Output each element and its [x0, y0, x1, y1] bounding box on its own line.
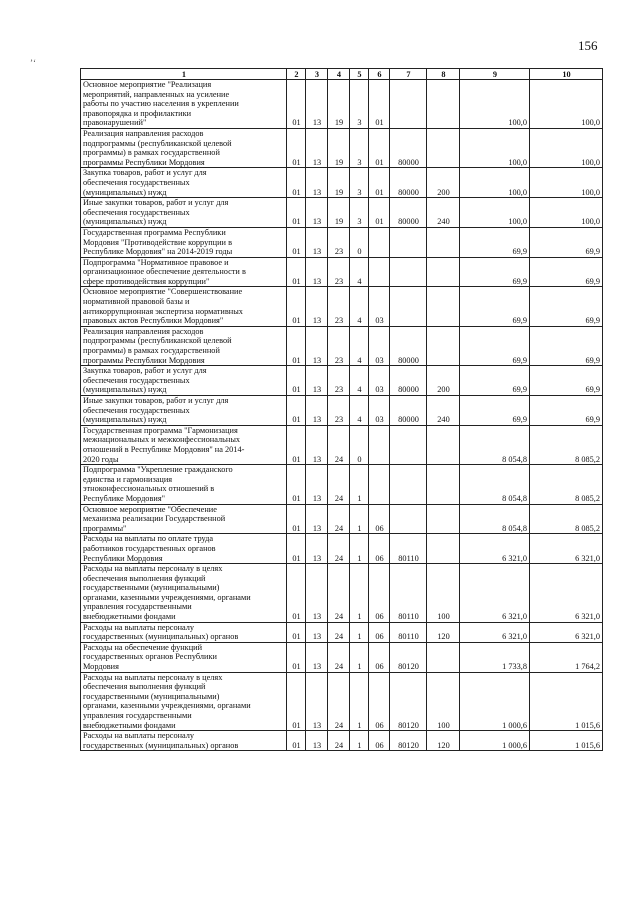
- amount-2019: 1 764,2: [530, 642, 603, 672]
- table-row: [81, 80, 603, 129]
- amount-2018: 8 054,8: [460, 504, 530, 534]
- description-line: внебюджетными фондами: [83, 612, 176, 622]
- activity-code: [369, 425, 390, 464]
- subsection-code: 13: [306, 534, 328, 564]
- subprogram-code: 1: [350, 504, 369, 534]
- table-row: [81, 672, 603, 731]
- subprogram-code: 1: [350, 564, 369, 623]
- direction-code: 80110: [390, 622, 427, 642]
- expense-type-code: [427, 80, 460, 129]
- description-line: Расходы на выплаты персоналу в целях: [83, 564, 223, 574]
- amount-2018: 100,0: [460, 80, 530, 129]
- activity-code: 01: [369, 198, 390, 228]
- subprogram-code: 4: [350, 326, 369, 365]
- amount-2018: 8 054,8: [460, 425, 530, 464]
- description-line: работников государственных органов: [83, 543, 216, 553]
- amount-2018: 69,9: [460, 287, 530, 326]
- description-line: государственных (муниципальных) органов: [83, 632, 239, 642]
- description-line: (муниципальных) нужд: [83, 187, 167, 197]
- direction-code: [390, 425, 427, 464]
- table-row: [81, 198, 603, 228]
- direction-code: 80000: [390, 168, 427, 198]
- table-row: [81, 168, 603, 198]
- description-line: правонарушений": [83, 118, 147, 128]
- description-line: Расходы на обеспечение функций: [83, 642, 203, 652]
- amount-2018: 100,0: [460, 168, 530, 198]
- row-description: [81, 287, 287, 326]
- amount-2018: 100,0: [460, 198, 530, 228]
- header-row: [81, 69, 603, 80]
- direction-code: [390, 287, 427, 326]
- description-line: программы": [83, 523, 127, 533]
- description-line: Расходы на выплаты персоналу: [83, 731, 195, 741]
- row-description: [81, 227, 287, 257]
- direction-code: 80120: [390, 642, 427, 672]
- subsection-code: 13: [306, 366, 328, 396]
- expense-type-code: 240: [427, 198, 460, 228]
- program-code: 19: [328, 168, 350, 198]
- table-row: [81, 287, 603, 326]
- program-code: 24: [328, 731, 350, 751]
- subsection-code: 13: [306, 227, 328, 257]
- amount-2019: 69,9: [530, 227, 603, 257]
- direction-code: 80000: [390, 396, 427, 426]
- description-line: Закупка товаров, работ и услуг для: [83, 366, 207, 376]
- section-code: 01: [287, 564, 306, 623]
- description-line: государственных (муниципальных) органов: [83, 740, 239, 750]
- row-description: [81, 128, 287, 167]
- row-description: [81, 326, 287, 365]
- activity-code: 03: [369, 326, 390, 365]
- description-line: обеспечения государственных: [83, 177, 190, 187]
- amount-2018: 8 054,8: [460, 465, 530, 504]
- section-code: 01: [287, 622, 306, 642]
- description-line: органами, казенными учреждениями, органами: [83, 701, 251, 711]
- amount-2018: 69,9: [460, 326, 530, 365]
- expense-type-code: [427, 642, 460, 672]
- description-line: Основное мероприятие "Реализация: [83, 80, 212, 89]
- direction-code: 80120: [390, 672, 427, 731]
- subsection-code: 13: [306, 731, 328, 751]
- description-line: обеспечения государственных: [83, 207, 190, 217]
- section-code: 01: [287, 731, 306, 751]
- description-line: (муниципальных) нужд: [83, 385, 167, 395]
- direction-code: 80000: [390, 326, 427, 365]
- description-line: Основное мероприятие "Обеспечение: [83, 504, 217, 514]
- description-line: Иные закупки товаров, работ и услуг для: [83, 396, 229, 405]
- description-line: Реализация направления расходов: [83, 128, 204, 138]
- row-description: [81, 257, 287, 287]
- description-line: правопорядка и профилактики: [83, 108, 192, 118]
- amount-2018: 6 321,0: [460, 564, 530, 623]
- subprogram-code: 1: [350, 731, 369, 751]
- row-description: [81, 642, 287, 672]
- amount-2019: 6 321,0: [530, 564, 603, 623]
- amount-2019: 100,0: [530, 168, 603, 198]
- subprogram-code: 3: [350, 168, 369, 198]
- expense-type-code: 100: [427, 672, 460, 731]
- section-code: 01: [287, 287, 306, 326]
- subprogram-code: 4: [350, 396, 369, 426]
- description-line: государственных органов Республики: [83, 652, 217, 662]
- subprogram-code: 4: [350, 257, 369, 287]
- subsection-code: 13: [306, 326, 328, 365]
- program-code: 23: [328, 326, 350, 365]
- subsection-code: 13: [306, 622, 328, 642]
- table-row: [81, 465, 603, 504]
- table-row: [81, 366, 603, 396]
- table-row: [81, 564, 603, 623]
- section-code: 01: [287, 128, 306, 167]
- amount-2019: 69,9: [530, 257, 603, 287]
- table-body: [81, 80, 603, 751]
- description-line: мероприятий, направленных на усиление: [83, 89, 230, 99]
- section-code: 01: [287, 396, 306, 426]
- direction-code: [390, 465, 427, 504]
- description-line: нормативной правовой базы и: [83, 297, 190, 307]
- program-code: 23: [328, 257, 350, 287]
- direction-code: 80000: [390, 198, 427, 228]
- budget-table: [80, 68, 603, 751]
- section-code: 01: [287, 425, 306, 464]
- description-line: подпрограммы (республиканской целевой: [83, 336, 232, 346]
- amount-2019: 69,9: [530, 287, 603, 326]
- activity-code: 06: [369, 504, 390, 534]
- direction-code: 80110: [390, 564, 427, 623]
- row-description: [81, 425, 287, 464]
- program-code: 19: [328, 80, 350, 129]
- page-number: 156: [578, 38, 598, 53]
- direction-code: [390, 504, 427, 534]
- subprogram-code: 1: [350, 642, 369, 672]
- subprogram-code: 1: [350, 465, 369, 504]
- table-row: [81, 504, 603, 534]
- program-code: 24: [328, 672, 350, 731]
- amount-2019: 6 321,0: [530, 622, 603, 642]
- subprogram-code: 4: [350, 366, 369, 396]
- subsection-code: 13: [306, 80, 328, 129]
- description-line: организационное обеспечение деятельности в: [83, 267, 246, 277]
- description-line: отношений в Республике Мордовия" на 2014-: [83, 444, 245, 454]
- table-row: [81, 396, 603, 426]
- expense-type-code: 100: [427, 564, 460, 623]
- subprogram-code: 1: [350, 672, 369, 731]
- subsection-code: 13: [306, 642, 328, 672]
- col-header: 4: [328, 69, 350, 80]
- col-header: 7: [390, 69, 427, 80]
- program-code: 24: [328, 465, 350, 504]
- section-code: 01: [287, 227, 306, 257]
- description-line: Расходы на выплаты персоналу: [83, 622, 195, 632]
- expense-type-code: 120: [427, 731, 460, 751]
- expense-type-code: [427, 425, 460, 464]
- subprogram-code: 0: [350, 425, 369, 464]
- expense-type-code: 120: [427, 622, 460, 642]
- direction-code: 80000: [390, 366, 427, 396]
- amount-2019: 100,0: [530, 128, 603, 167]
- subsection-code: 13: [306, 257, 328, 287]
- description-line: программы Республики Мордовия: [83, 355, 205, 365]
- table-row: [81, 425, 603, 464]
- amount-2018: 1 000,6: [460, 731, 530, 751]
- expense-type-code: [427, 227, 460, 257]
- description-line: единства и гармонизация: [83, 474, 173, 484]
- description-line: Реализация направления расходов: [83, 326, 204, 336]
- section-code: 01: [287, 326, 306, 365]
- section-code: 01: [287, 366, 306, 396]
- program-code: 23: [328, 396, 350, 426]
- program-code: 24: [328, 534, 350, 564]
- description-line: Закупка товаров, работ и услуг для: [83, 168, 207, 178]
- section-code: 01: [287, 465, 306, 504]
- table-row: [81, 326, 603, 365]
- row-description: [81, 504, 287, 534]
- description-line: Государственная программа Республики: [83, 227, 226, 237]
- table-row: [81, 642, 603, 672]
- description-line: 2020 годы: [83, 454, 119, 464]
- description-line: управления государственными: [83, 602, 192, 612]
- expense-type-code: [427, 504, 460, 534]
- section-code: 01: [287, 257, 306, 287]
- row-description: [81, 168, 287, 198]
- activity-code: 03: [369, 287, 390, 326]
- subprogram-code: 1: [350, 534, 369, 564]
- expense-type-code: 200: [427, 366, 460, 396]
- row-description: [81, 396, 287, 426]
- subprogram-code: 3: [350, 128, 369, 167]
- description-line: работы по участию населения в укреплении: [83, 99, 239, 109]
- description-line: управления государственными: [83, 711, 192, 720]
- subsection-code: 13: [306, 672, 328, 731]
- row-description: [81, 731, 287, 751]
- description-line: (муниципальных) нужд: [83, 217, 167, 227]
- table-row: [81, 227, 603, 257]
- description-line: обеспечения выполнения функций: [83, 573, 206, 583]
- description-line: подпрограммы (республиканской целевой: [83, 138, 232, 148]
- program-code: 24: [328, 504, 350, 534]
- subsection-code: 13: [306, 128, 328, 167]
- subsection-code: 13: [306, 287, 328, 326]
- description-line: Подпрограмма "Нормативное правовое и: [83, 257, 229, 267]
- description-line: Расходы на выплаты персоналу в целях: [83, 672, 223, 682]
- program-code: 19: [328, 128, 350, 167]
- activity-code: [369, 257, 390, 287]
- description-line: межнациональных и межконфессиональных: [83, 435, 241, 445]
- description-line: Республике Мордовия": [83, 493, 166, 503]
- activity-code: 03: [369, 396, 390, 426]
- activity-code: 01: [369, 80, 390, 129]
- program-code: 24: [328, 622, 350, 642]
- activity-code: 01: [369, 128, 390, 167]
- direction-code: 80120: [390, 731, 427, 751]
- program-code: 23: [328, 287, 350, 326]
- description-line: органами, казенными учреждениями, органами: [83, 592, 251, 602]
- col-header: 8: [427, 69, 460, 80]
- description-line: программы Республики Мордовия: [83, 157, 205, 167]
- table-row: [81, 731, 603, 751]
- direction-code: 80000: [390, 128, 427, 167]
- description-line: Расходы на выплаты по оплате труда: [83, 534, 214, 544]
- row-description: [81, 465, 287, 504]
- amount-2018: 1 733,8: [460, 642, 530, 672]
- amount-2018: 1 000,6: [460, 672, 530, 731]
- subprogram-code: 3: [350, 198, 369, 228]
- description-line: (муниципальных) нужд: [83, 415, 167, 425]
- section-code: 01: [287, 80, 306, 129]
- subsection-code: 13: [306, 396, 328, 426]
- description-line: Государственная программа "Гармонизация: [83, 425, 238, 435]
- description-line: программы) в рамках государственной: [83, 346, 220, 356]
- activity-code: 06: [369, 564, 390, 623]
- expense-type-code: [427, 534, 460, 564]
- amount-2018: 100,0: [460, 128, 530, 167]
- expense-type-code: 200: [427, 168, 460, 198]
- activity-code: 01: [369, 168, 390, 198]
- col-header: 6: [369, 69, 390, 80]
- amount-2018: 69,9: [460, 366, 530, 396]
- description-line: этноконфессиональных отношений в: [83, 484, 215, 494]
- col-header: 5: [350, 69, 369, 80]
- amount-2019: 69,9: [530, 326, 603, 365]
- activity-code: 06: [369, 622, 390, 642]
- col-header: 9: [460, 69, 530, 80]
- expense-type-code: [427, 128, 460, 167]
- description-line: обеспечения государственных: [83, 405, 190, 415]
- description-line: Мордовия "Противодействие коррупции в: [83, 237, 232, 247]
- amount-2019: 8 085,2: [530, 425, 603, 464]
- section-code: 01: [287, 672, 306, 731]
- table-row: [81, 534, 603, 564]
- row-description: [81, 564, 287, 623]
- subprogram-code: 1: [350, 622, 369, 642]
- amount-2018: 69,9: [460, 396, 530, 426]
- amount-2018: 69,9: [460, 257, 530, 287]
- direction-code: [390, 80, 427, 129]
- subsection-code: 13: [306, 465, 328, 504]
- amount-2019: 1 015,6: [530, 672, 603, 731]
- direction-code: 80110: [390, 534, 427, 564]
- col-header: 10: [530, 69, 603, 80]
- amount-2019: 100,0: [530, 198, 603, 228]
- description-line: Иные закупки товаров, работ и услуг для: [83, 198, 229, 208]
- amount-2018: 6 321,0: [460, 622, 530, 642]
- description-line: Мордовия: [83, 662, 119, 672]
- amount-2019: 69,9: [530, 396, 603, 426]
- section-code: 01: [287, 198, 306, 228]
- activity-code: [369, 465, 390, 504]
- description-line: государственными (муниципальными): [83, 691, 220, 701]
- scan-mark: ’‘: [30, 58, 36, 68]
- direction-code: [390, 257, 427, 287]
- subprogram-code: 4: [350, 287, 369, 326]
- description-line: Республике Мордовия" на 2014-2019 годы: [83, 247, 233, 257]
- table-row: [81, 257, 603, 287]
- amount-2019: 8 085,2: [530, 504, 603, 534]
- program-code: 23: [328, 227, 350, 257]
- subprogram-code: 0: [350, 227, 369, 257]
- section-code: 01: [287, 642, 306, 672]
- program-code: 19: [328, 198, 350, 228]
- amount-2019: 8 085,2: [530, 465, 603, 504]
- subsection-code: 13: [306, 198, 328, 228]
- expense-type-code: [427, 257, 460, 287]
- subsection-code: 13: [306, 504, 328, 534]
- expense-type-code: [427, 287, 460, 326]
- activity-code: [369, 227, 390, 257]
- description-line: Республики Мордовия: [83, 553, 163, 563]
- subprogram-code: 3: [350, 80, 369, 129]
- section-code: 01: [287, 534, 306, 564]
- activity-code: 06: [369, 731, 390, 751]
- row-description: [81, 80, 287, 129]
- subsection-code: 13: [306, 425, 328, 464]
- description-line: Основное мероприятие "Совершенствование: [83, 287, 243, 297]
- row-description: [81, 672, 287, 731]
- description-line: сфере противодействия коррупции": [83, 276, 210, 286]
- section-code: 01: [287, 504, 306, 534]
- direction-code: [390, 227, 427, 257]
- col-header: 3: [306, 69, 328, 80]
- amount-2019: 100,0: [530, 80, 603, 129]
- program-code: 23: [328, 366, 350, 396]
- description-line: обеспечения государственных: [83, 375, 190, 385]
- amount-2019: 1 015,6: [530, 731, 603, 751]
- expense-type-code: [427, 465, 460, 504]
- description-line: правовых актов Республики Мордовия": [83, 316, 224, 326]
- table-row: [81, 128, 603, 167]
- description-line: механизма реализации Государственной: [83, 514, 226, 524]
- program-code: 24: [328, 564, 350, 623]
- activity-code: 06: [369, 642, 390, 672]
- activity-code: 06: [369, 534, 390, 564]
- table-row: [81, 622, 603, 642]
- program-code: 24: [328, 425, 350, 464]
- description-line: государственными (муниципальными): [83, 583, 220, 593]
- amount-2018: 6 321,0: [460, 534, 530, 564]
- description-line: антикоррупционная экспертиза нормативных: [83, 306, 243, 316]
- section-code: 01: [287, 168, 306, 198]
- amount-2019: 69,9: [530, 366, 603, 396]
- activity-code: 06: [369, 672, 390, 731]
- program-code: 24: [328, 642, 350, 672]
- row-description: [81, 622, 287, 642]
- subsection-code: 13: [306, 564, 328, 623]
- description-line: Подпрограмма "Укрепление гражданского: [83, 465, 233, 475]
- activity-code: 03: [369, 366, 390, 396]
- description-line: внебюджетными фондами: [83, 720, 176, 730]
- row-description: [81, 366, 287, 396]
- description-line: программы) в рамках государственной: [83, 148, 220, 158]
- amount-2019: 6 321,0: [530, 534, 603, 564]
- description-line: обеспечения выполнения функций: [83, 682, 206, 692]
- subsection-code: 13: [306, 168, 328, 198]
- row-description: [81, 534, 287, 564]
- expense-type-code: 240: [427, 396, 460, 426]
- amount-2018: 69,9: [460, 227, 530, 257]
- row-description: [81, 198, 287, 228]
- col-header: 1: [81, 69, 287, 80]
- col-header: 2: [287, 69, 306, 80]
- expense-type-code: [427, 326, 460, 365]
